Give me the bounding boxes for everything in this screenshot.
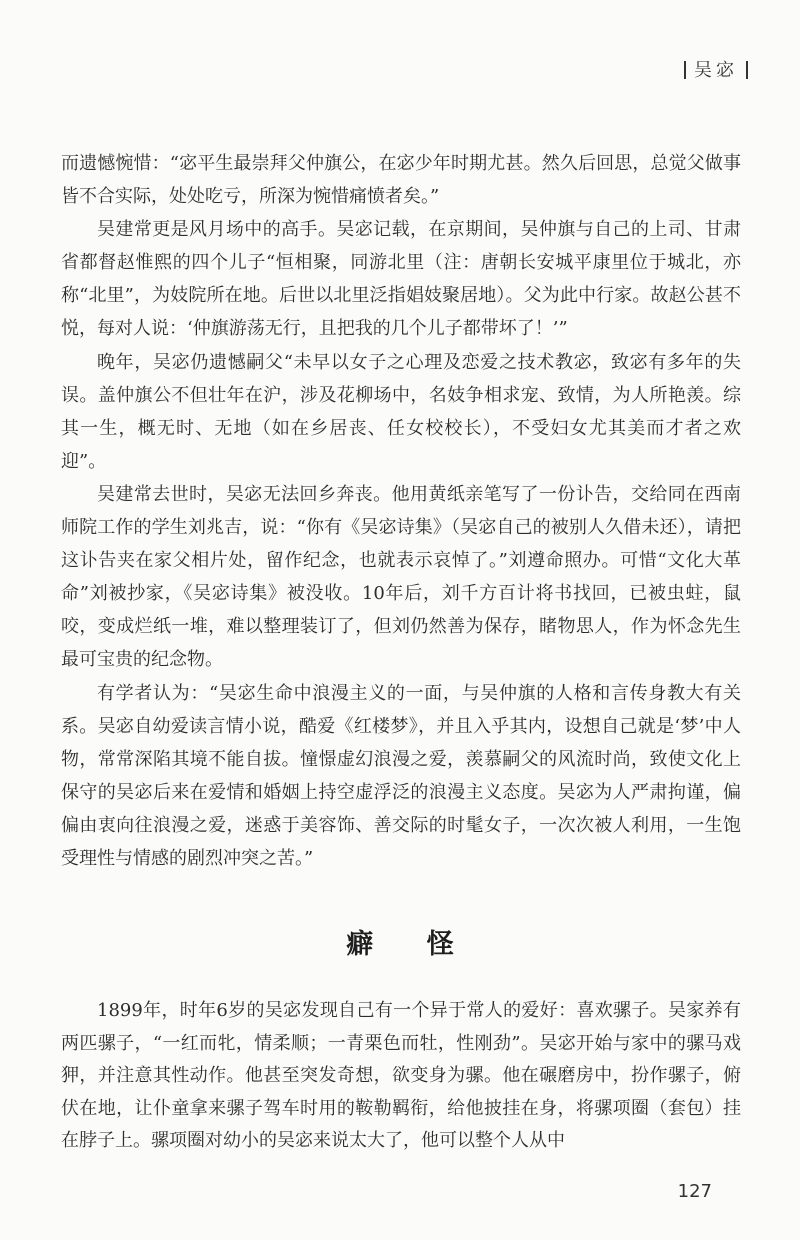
running-head-left-bar	[684, 61, 686, 79]
section-text	[61, 995, 741, 1158]
paragraph: 吴建常更是风月场中的高手。吴宓记载，在京期间，吴仲旗与自己的上司、甘肃省都督赵惟熙的四个儿子“恒相聚，同游北里（注：唐朝长安城平康里位于城北，亦称“北里”，为妓院所在地。后世以北里泛指娼妓聚居地）。父为此中行家。故赵公甚不悦，每对人说：‘仲旗游荡无行，且把我的几个儿子都带坏了！’”	[61, 219, 741, 340]
page-number: 127	[677, 1181, 712, 1202]
paragraph: 有学者认为：“吴宓生命中浪漫主义的一面，与吴仲旗的人格和言传身教大有关系。吴宓自幼爱读言情小说，酷爱《红楼梦》，并且入乎其内，设想自己就是‘梦’中人物，常常深陷其境不能自拔。憧憬虚幻浪漫之爱，羡慕嗣父的风流时尚，致使文化上保守的吴宓后来在爱情和婚姻上持空虚浮泛的浪漫主义态度。吴宓为人严肃拘谨，偏偏由衷向往浪漫之爱，迷惑于美容饰、善交际的时髦女子，一次次被人利用，一生饱受理性与情感的剧烈冲突之苦。”	[61, 682, 741, 869]
main-text	[61, 147, 741, 875]
paragraph: 吴建常去世时，吴宓无法回乡奔丧。他用黄纸亲笔写了一份讣告，交给同在西南师院工作的学生刘兆吉，说：“你有《吴宓诗集》（吴宓自己的被别人久借未还），请把这讣告夹在家父相片处，留作纪念，也就表示哀悼了。”刘遵命照办。可惜“文化大革命”刘被抄家，《吴宓诗集》被没收。10年后，刘千方百计将书找回，已被虫蛀，鼠咬，变成烂纸一堆，难以整理装订了，但刘仍然善为保存，睹物思人，作为怀念先生最可宝贵的纪念物。	[61, 483, 741, 671]
paragraph-continued: 而遗憾惋惜：“宓平生最崇拜父仲旗公，在宓少年时期尤甚。然久后回思，总觉父做事皆不合实际，处处吃亏，所深为惋惜痛愤者矣。”	[61, 153, 741, 208]
running-head-title: 吴宓	[694, 60, 738, 81]
section-paragraph: 1899年，时年6岁的吴宓发现自己有一个异于常人的爱好：喜欢骡子。吴家养有两匹骡子，“一红而牝，情柔顺；一青栗色而牡，性刚劲”。吴宓开始与家中的骡马戏狎，并注意其性动作。他甚至突发奇想，欲变身为骡。他在碾磨房中，扮作骡子，俯伏在地，让仆童拿来骡子驾车时用的鞍勒羁衔，给他披挂在身，将骡项圈（套包）挂在脖子上。骡项圈对幼小的吴宓来说太大了，他可以整个人从中	[61, 1000, 741, 1152]
section-heading: 癖 怪	[346, 929, 476, 960]
paragraph: 晚年，吴宓仍遗憾嗣父“未早以女子之心理及恋爱之技术教宓，致宓有多年的失误。盖仲旗公不但壮年在沪，涉及花柳场中，名妓争相求宠、致情，为人所艳羡。综其一生，概无时、无地（如在乡居丧、任女校校长），不受妇女尤其美而才者之欢迎”。	[61, 351, 741, 472]
running-head	[684, 56, 748, 82]
running-head-right-bar	[746, 61, 748, 79]
